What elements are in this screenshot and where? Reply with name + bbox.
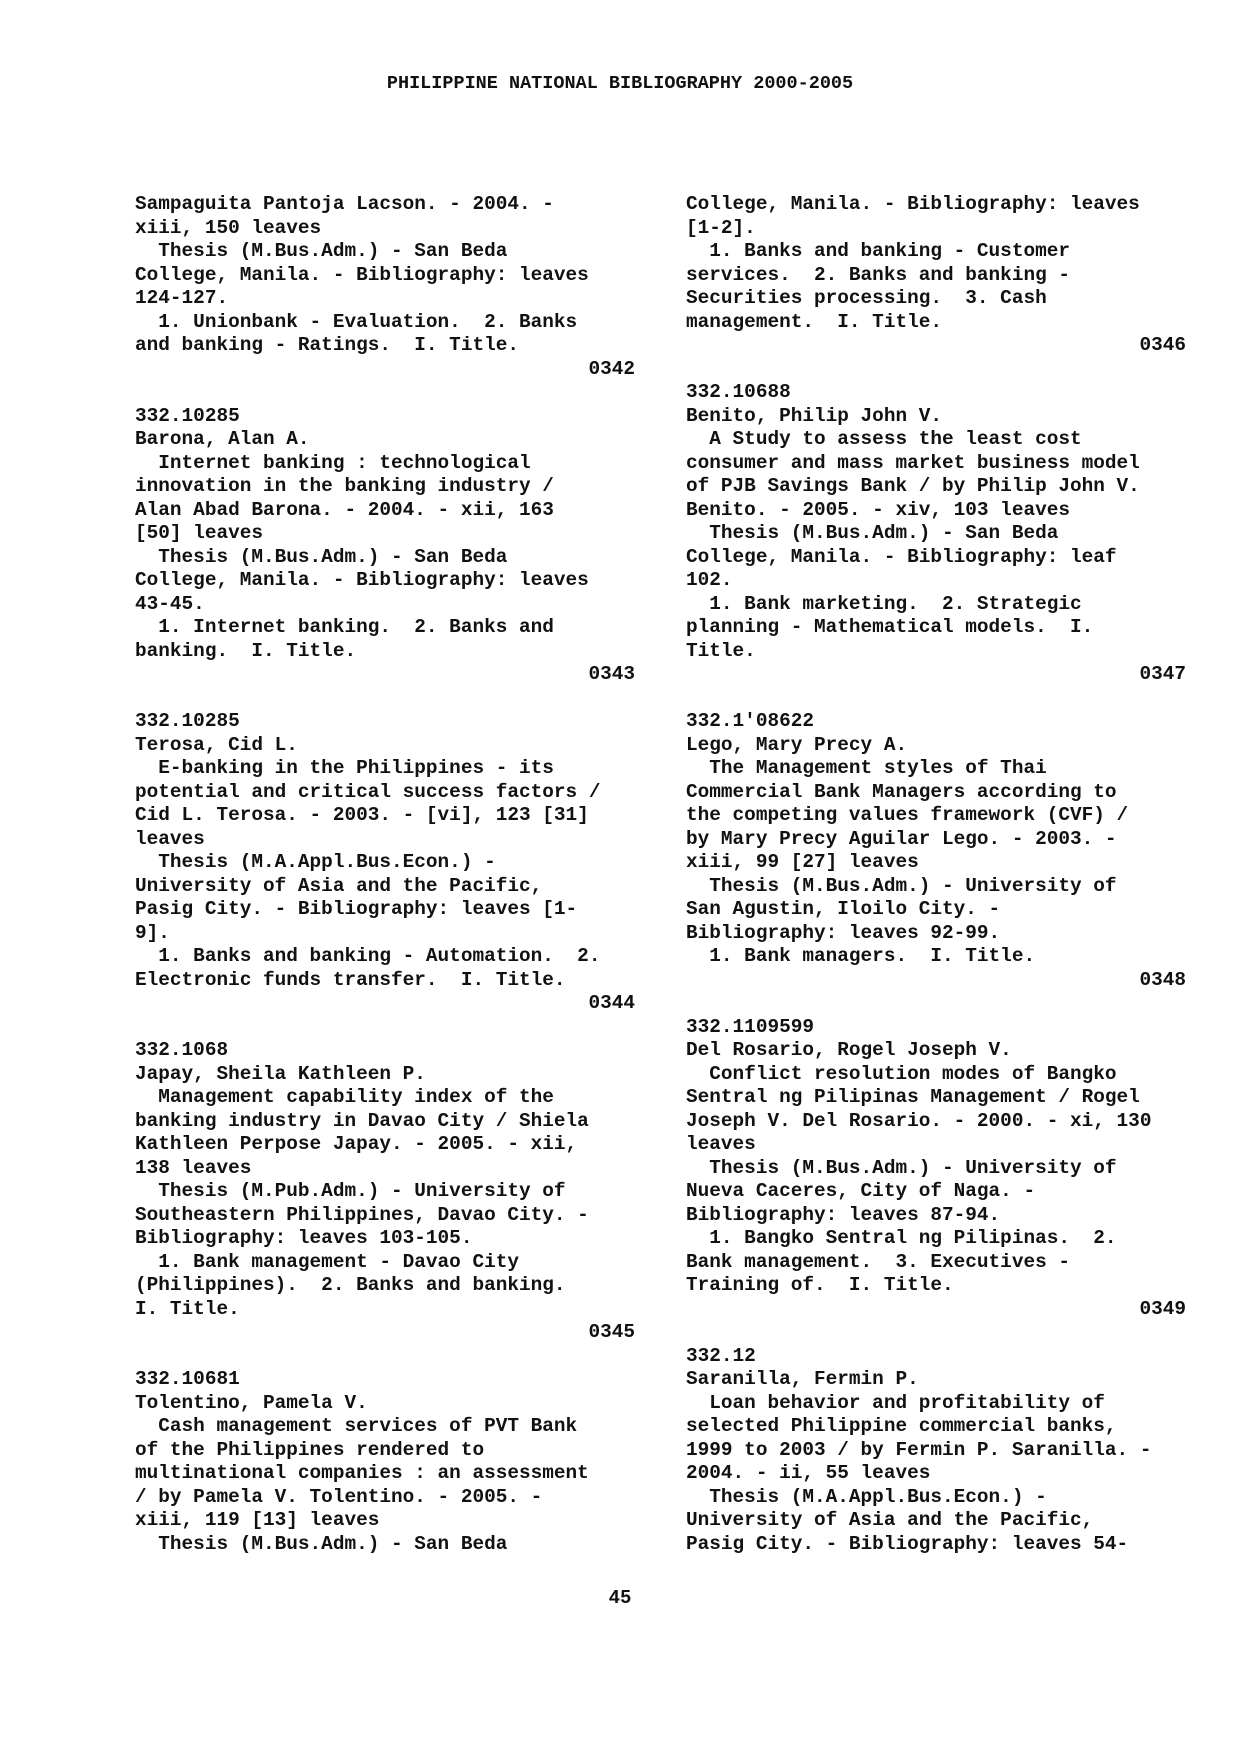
- page-number: 45: [608, 1587, 632, 1609]
- entry-line: Electronic funds transfer. I. Title.: [135, 968, 566, 991]
- entry-line: Cid L. Terosa. - 2003. - [vi], 123 [31]: [135, 804, 589, 826]
- entry-line: 1. Unionbank - Evaluation. 2. Banks: [135, 310, 578, 333]
- entry-line: San Agustin, Iloilo City. -: [686, 898, 1001, 920]
- entry-line: management. I. Title.: [686, 310, 942, 333]
- entry-line: 332.10285: [135, 404, 240, 427]
- entry-line: 332.10688: [686, 381, 791, 403]
- entry-line: 332.1068: [135, 1039, 229, 1061]
- entry-line: planning - Mathematical models. I.: [686, 616, 1094, 638]
- entry-line: Nueva Caceres, City of Naga. -: [686, 1180, 1036, 1202]
- entry-line: Thesis (M.Bus.Adm.) - San Beda: [135, 240, 508, 262]
- entry-line: 1999 to 2003 / by Fermin P. Saranilla. -: [686, 1438, 1152, 1461]
- entry-line: xiii, 150 leaves: [135, 216, 322, 239]
- entry-line: Loan behavior and profitability of: [686, 1391, 1105, 1414]
- entry-line: consumer and mass market business model: [686, 451, 1140, 474]
- entry-line: College, Manila. - Bibliography: leaves: [686, 193, 1140, 215]
- entry-line: / by Pamela V. Tolentino. - 2005. -: [135, 1485, 543, 1508]
- entry-line: selected Philippine commercial banks,: [686, 1415, 1117, 1437]
- entry-line: E-banking in the Philippines - its: [135, 757, 554, 779]
- entry-number: 0349: [1139, 1297, 1186, 1320]
- entry-line: Tolentino, Pamela V.: [135, 1391, 368, 1414]
- entry-line: The Management styles of Thai: [686, 757, 1047, 779]
- entry-gap: [686, 992, 1186, 1016]
- entry-line: Pasig City. - Bibliography: leaves [1-: [135, 898, 578, 920]
- entry-line: 1. Banks and banking - Customer: [686, 240, 1070, 262]
- entry-line: Alan Abad Barona. - 2004. - xii, 163: [135, 498, 554, 521]
- bibliography-entry: [135, 1039, 635, 1345]
- entry-line: Thesis (M.Bus.Adm.) - San Beda: [135, 545, 508, 568]
- entry-line: the competing values framework (CVF) /: [686, 804, 1129, 826]
- entry-line: Southeastern Philippines, Davao City. -: [135, 1203, 589, 1226]
- entry-line: 332.10285: [135, 710, 240, 732]
- entry-line: Commercial Bank Managers according to: [686, 780, 1117, 803]
- entry-line: 1. Bank marketing. 2. Strategic: [686, 592, 1082, 615]
- entry-line: Saranilla, Fermin P.: [686, 1368, 919, 1390]
- entry-line: 1. Internet banking. 2. Banks and: [135, 616, 554, 638]
- entry-number: 0344: [588, 992, 635, 1014]
- entry-line: 332.10681: [135, 1368, 240, 1390]
- entry-line: Pasig City. - Bibliography: leaves 54-: [686, 1532, 1129, 1555]
- entry-gap: [135, 1016, 635, 1040]
- entry-line: Joseph V. Del Rosario. - 2000. - xi, 130: [686, 1109, 1152, 1132]
- entry-line: Management capability index of the: [135, 1086, 554, 1108]
- entry-line: xiii, 99 [27] leaves: [686, 851, 919, 873]
- left-column: [135, 193, 635, 1556]
- entry-line: leaves: [686, 1133, 756, 1155]
- entry-line: Thesis (M.A.Appl.Bus.Econ.) -: [135, 851, 496, 873]
- entry-line: Thesis (M.Bus.Adm.) - San Beda: [135, 1532, 508, 1555]
- entry-line: Kathleen Perpose Japay. - 2005. - xii,: [135, 1133, 578, 1155]
- entry-line: 43-45.: [135, 592, 205, 615]
- entry-line: 1. Banks and banking - Automation. 2.: [135, 945, 601, 967]
- entry-line: Training of. I. Title.: [686, 1274, 954, 1296]
- entry-line: [50] leaves: [135, 522, 263, 544]
- entry-line: and banking - Ratings. I. Title.: [135, 334, 519, 356]
- entry-line: Cash management services of PVT Bank: [135, 1415, 578, 1437]
- entry-line: 102.: [686, 569, 733, 591]
- bibliography-entry: [135, 1368, 635, 1556]
- entry-line: potential and critical success factors /: [135, 780, 601, 803]
- bibliography-entry: [135, 710, 635, 1016]
- entry-line: 332.1'08622: [686, 710, 814, 732]
- entry-line: Benito, Philip John V.: [686, 404, 942, 427]
- right-column: [686, 193, 1186, 1556]
- entry-line: 1. Bank management - Davao City: [135, 1250, 519, 1273]
- entry-line: Thesis (M.Bus.Adm.) - San Beda: [686, 522, 1059, 544]
- entry-line: multinational companies : an assessment: [135, 1462, 589, 1484]
- entry-line: Benito. - 2005. - xiv, 103 leaves: [686, 498, 1070, 521]
- entry-number: 0342: [588, 357, 635, 380]
- page-header: PHILIPPINE NATIONAL BIBLIOGRAPHY 2000-2005: [386, 73, 854, 94]
- entry-line: Sampaguita Pantoja Lacson. - 2004. -: [135, 193, 554, 215]
- bibliography-entry: [135, 193, 635, 381]
- entry-line: 2004. - ii, 55 leaves: [686, 1462, 931, 1484]
- entry-line: Lego, Mary Precy A.: [686, 733, 908, 756]
- entry-line: of the Philippines rendered to: [135, 1438, 485, 1461]
- entry-number: 0345: [588, 1321, 635, 1343]
- entry-number: 0343: [588, 663, 635, 685]
- entry-line: 138 leaves: [135, 1156, 252, 1179]
- entry-line: Del Rosario, Rogel Joseph V.: [686, 1039, 1012, 1061]
- entry-gap: [135, 687, 635, 711]
- entry-gap: [135, 1345, 635, 1369]
- entry-line: 332.1109599: [686, 1015, 814, 1038]
- entry-line: leaves: [135, 827, 205, 850]
- entry-line: by Mary Precy Aguilar Lego. - 2003. -: [686, 827, 1117, 850]
- entry-line: xiii, 119 [13] leaves: [135, 1509, 380, 1531]
- entry-line: of PJB Savings Bank / by Philip John V.: [686, 475, 1140, 497]
- entry-line: I. Title.: [135, 1297, 240, 1320]
- entry-line: Title.: [686, 639, 756, 662]
- entry-gap: [686, 1321, 1186, 1345]
- entry-gap: [135, 381, 635, 405]
- entry-gap: [686, 358, 1186, 382]
- entry-line: Terosa, Cid L.: [135, 733, 298, 756]
- entry-line: Bibliography: leaves 87-94.: [686, 1203, 1001, 1226]
- entry-line: 1. Bank managers. I. Title.: [686, 945, 1036, 967]
- entry-line: (Philippines). 2. Banks and banking.: [135, 1274, 566, 1296]
- entry-line: Thesis (M.Pub.Adm.) - University of: [135, 1180, 566, 1202]
- entry-line: banking. I. Title.: [135, 639, 357, 662]
- entry-line: banking industry in Davao City / Shiela: [135, 1109, 589, 1132]
- entry-gap: [686, 687, 1186, 711]
- entry-line: University of Asia and the Pacific,: [686, 1509, 1094, 1531]
- entry-line: College, Manila. - Bibliography: leaf: [686, 545, 1117, 568]
- bibliography-entry: [135, 405, 635, 687]
- bibliography-entry: [686, 193, 1186, 358]
- entry-line: Securities processing. 3. Cash: [686, 287, 1047, 309]
- entry-line: 9].: [135, 921, 170, 944]
- entry-line: Sentral ng Pilipinas Management / Rogel: [686, 1086, 1140, 1108]
- entry-line: [1-2].: [686, 216, 756, 239]
- entry-line: University of Asia and the Pacific,: [135, 874, 543, 897]
- bibliography-entry: [686, 1016, 1186, 1322]
- entry-line: Japay, Sheila Kathleen P.: [135, 1062, 426, 1085]
- entry-number: 0346: [1139, 334, 1186, 356]
- entry-line: Internet banking : technological: [135, 451, 531, 474]
- entry-line: 124-127.: [135, 287, 229, 309]
- entry-line: Barona, Alan A.: [135, 428, 310, 450]
- entry-line: services. 2. Banks and banking -: [686, 263, 1070, 286]
- entry-line: innovation in the banking industry /: [135, 475, 554, 497]
- entry-line: College, Manila. - Bibliography: leaves: [135, 263, 589, 286]
- entry-line: Conflict resolution modes of Bangko: [686, 1062, 1117, 1085]
- entry-line: College, Manila. - Bibliography: leaves: [135, 569, 589, 591]
- entry-line: A Study to assess the least cost: [686, 428, 1082, 450]
- entry-line: Bank management. 3. Executives -: [686, 1250, 1070, 1273]
- entry-line: 1. Bangko Sentral ng Pilipinas. 2.: [686, 1227, 1117, 1249]
- entry-line: Bibliography: leaves 92-99.: [686, 921, 1001, 944]
- entry-line: Thesis (M.Bus.Adm.) - University of: [686, 1156, 1117, 1179]
- bibliography-entry: [686, 710, 1186, 992]
- entry-line: Thesis (M.Bus.Adm.) - University of: [686, 874, 1117, 897]
- entry-line: 332.12: [686, 1344, 756, 1367]
- entry-line: Bibliography: leaves 103-105.: [135, 1227, 473, 1249]
- bibliography-entry: [686, 381, 1186, 687]
- entry-number: 0348: [1139, 968, 1186, 991]
- bibliography-entry: [686, 1345, 1186, 1557]
- entry-number: 0347: [1139, 663, 1186, 685]
- entry-line: Thesis (M.A.Appl.Bus.Econ.) -: [686, 1485, 1047, 1508]
